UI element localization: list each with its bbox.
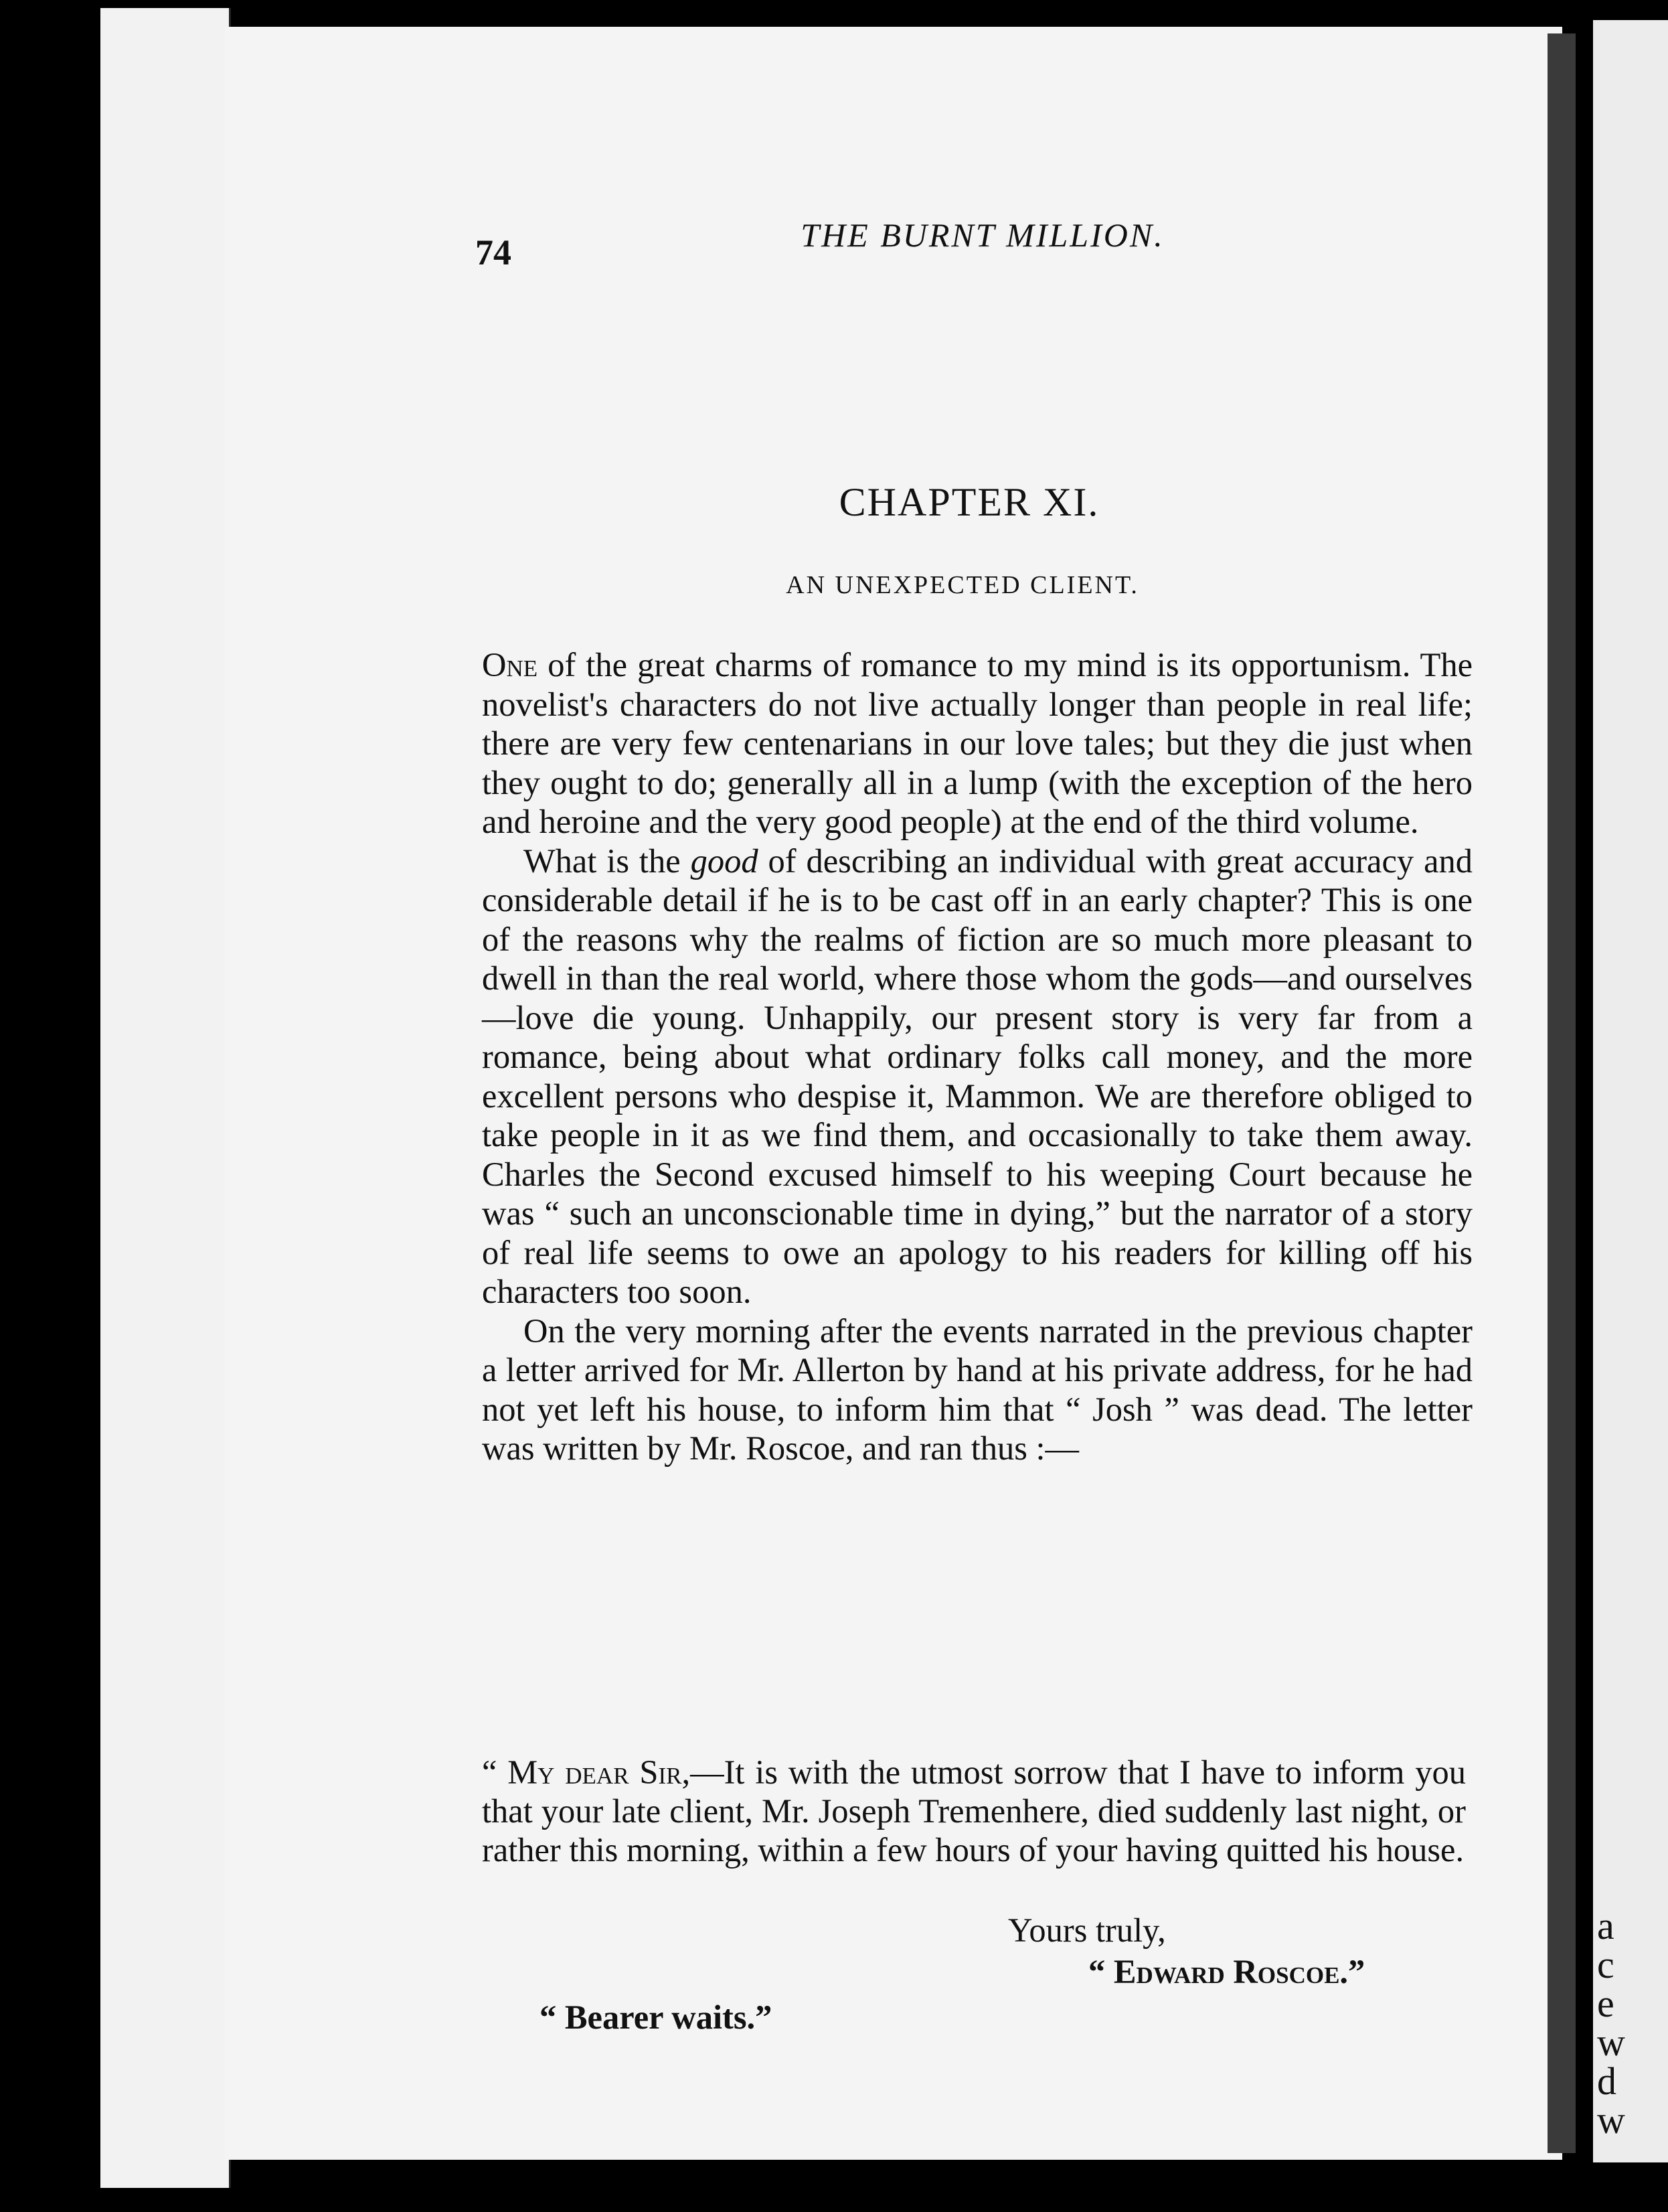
running-title: THE BURNT MILLION. (801, 216, 1165, 254)
running-head (225, 186, 1562, 272)
next-page-fragment: w (1597, 2021, 1625, 2064)
letter-signature: “ Edward Roscoe.” (1088, 1953, 1365, 1990)
chapter-subtitle: AN UNEXPECTED CLIENT. (786, 571, 1139, 599)
next-page-fragment: a (1597, 1904, 1614, 1948)
next-page-fragment: c (1597, 1943, 1614, 1986)
paragraph-1 (482, 645, 1473, 842)
quoted-letter (482, 1753, 1466, 1869)
drop-word: One (482, 646, 538, 684)
letter-text: —It is with the utmost sorrow that I have to inform you that your late client, Mr. Joseph Tremenhere, died suddenly last night, or rather this morning, within a few hours of your having quitted his house. (482, 1753, 1466, 1869)
paragraph-2-text-a: What is the (523, 842, 691, 880)
paragraph-1-text: of the great charms of romance to my mind is its opportunism. The novelist's characters do not live actually longer than people in real life; there are very few centenarians in our love tales; but they die just when they ought to do; generally all in a lump (with the exception of the hero and heroine and the very good people) at the end of the third volume. (482, 646, 1473, 840)
paragraph-3: On the very morning after the events narrated in the previous chapter a letter arrived for Mr. Allerton by hand at his private address, for he had not yet left his house, to inform him that “ Josh ” was dead. The letter was written by Mr. Roscoe, and ran thus :— (482, 1312, 1473, 1467)
book-page (225, 27, 1562, 2160)
next-page-fragment: e (1597, 1982, 1614, 2025)
next-page-fragment: w (1597, 2098, 1625, 2142)
letter-salutation: “ My dear Sir, (482, 1753, 691, 1791)
paragraph-2-text-b: of describing an individual with great accuracy and considerable detail if he is to be cast off in an early chapter? This is one of the reasons why the realms of fiction are so much more pleasant to dwell in than the real world, where those whom the gods—and ourselves—love die young. Unhappily, our present story is very far from a romance, being about what ordinary folks call money, and the more excellent persons who despise it, Mammon. We are therefore obliged to take people in it as we find them, and occasionally to take them away. Charles the Second excused himself to his weeping Court because he was “ such an unconscionable time in dying,” but the narrator of a story of real life seems to owe an apology to his readers for killing off his characters too soon. (482, 842, 1473, 1310)
gutter-shadow (1548, 33, 1576, 2153)
paragraph-2-emphasis: good (690, 842, 758, 880)
page-edge (155, 8, 231, 2188)
next-page-fragment: d (1597, 2059, 1616, 2103)
next-page-edge (1593, 20, 1668, 2162)
paragraph-2 (482, 842, 1473, 1312)
letter-closing: Yours truly, (1008, 1911, 1166, 1949)
chapter-title: CHAPTER XI. (839, 480, 1100, 524)
letter-body (482, 1753, 1466, 1869)
page-number: 74 (475, 232, 511, 272)
chapter-body (482, 645, 1473, 1468)
letter-postscript: “ Bearer waits.” (539, 1998, 772, 2036)
